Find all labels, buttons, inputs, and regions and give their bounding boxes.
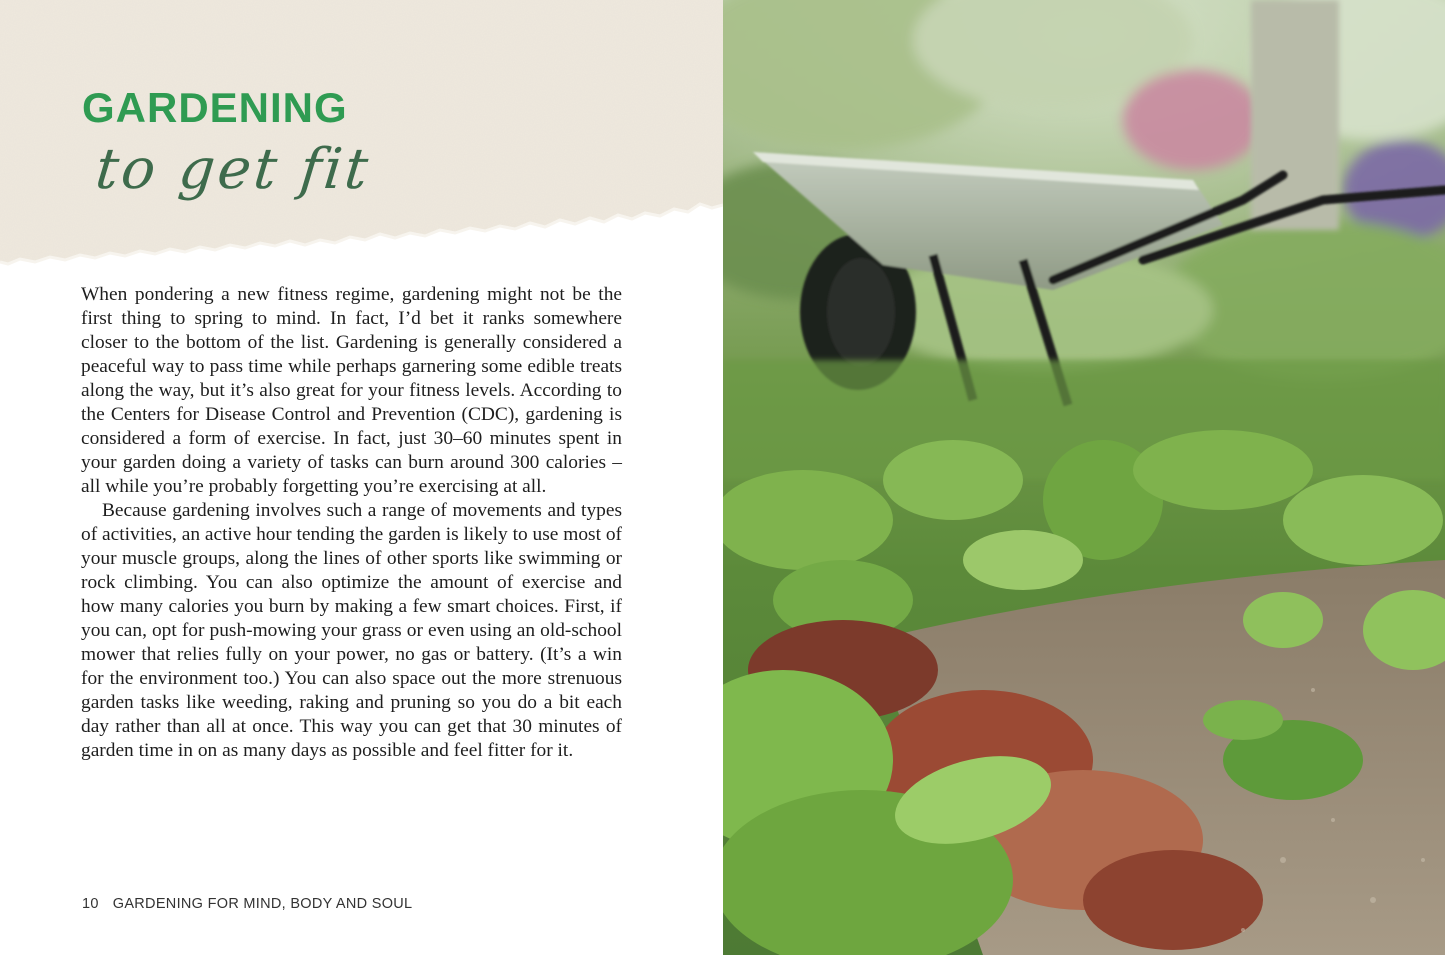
page-number: 10 — [82, 896, 99, 912]
body-paragraph-2: Because gardening involves such a range of movements and types of activities, an active hour tending the garden is likely to use most of your muscle groups, along the lines of other sports like swimming or rock climbing. You can also optimize the amount of exercise and how many calories you burn by making a few smart choices. First, if you can, opt for push-mowing your grass or even using an old-school mower that relies fully on your power, no gas or battery. (It’s a win for the environment too.) You can also space out the more strenuous garden tasks like weeding, raking and pruning so you do a bit each day rather than all at once. This way you can get that 30 minutes of garden time in on as many days as possible and feel fitter for it. — [81, 500, 622, 761]
page-subtitle-script: to get fit — [92, 137, 374, 202]
page-footer — [82, 896, 412, 912]
garden-photo — [723, 0, 1445, 955]
body-paragraph-1: When pondering a new fitness regime, gardening might not be the first thing to spring to mind. In fact, I’d bet it ranks somewhere closer to the bottom of the list. Gardening is generally considered a peaceful way to pass time while perhaps garnering some edible treats along the way, but it’s also great for your fitness levels. According to the Centers for Disease Control and Prevention (CDC), gardening is considered a form of exercise. In fact, just 30–60 minutes spent in your garden doing a variety of tasks can burn around 300 calories – all while you’re probably forgetting you’re exercising at all. — [81, 284, 622, 497]
page-title: GARDENING — [82, 84, 348, 131]
running-footer-title: GARDENING FOR MIND, BODY AND SOUL — [112, 896, 413, 912]
body-text — [81, 283, 622, 763]
garden-photo-illustration — [723, 0, 1445, 955]
